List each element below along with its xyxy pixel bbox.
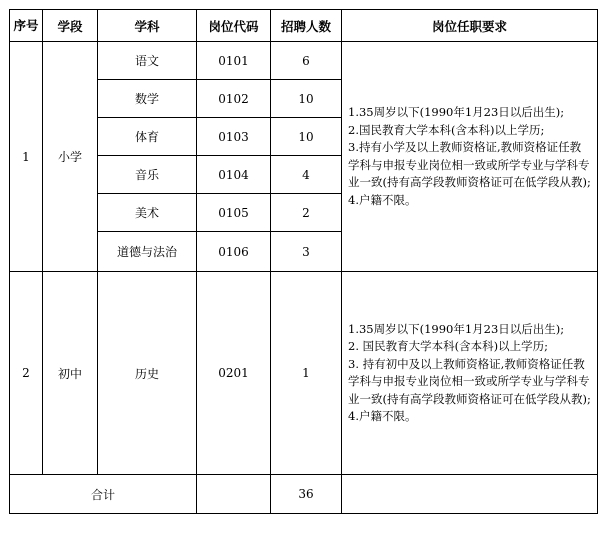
count-cell: 1 <box>271 272 342 475</box>
group-level: 小学 <box>43 42 98 272</box>
header-level: 学段 <box>43 10 98 42</box>
total-row <box>10 475 598 514</box>
count-cell: 2 <box>271 194 342 232</box>
subject-cell: 体育 <box>98 118 197 156</box>
requirements-cell: 1.35周岁以下(1990年1月23日以后出生); 2.国民教育大学本科(含本科)以上学历; 3.持有小学及以上教师资格证,教师资格证任教学科与申报专业岗位相一致或所学专业与学科专业一致(持有高学段教师资格证可在低学段从教); 4.户籍不限。 <box>342 42 598 272</box>
subject-cell: 道德与法治 <box>98 232 197 272</box>
code-cell: 0101 <box>197 42 271 80</box>
header-subject: 学科 <box>98 10 197 42</box>
total-requirements-empty <box>342 475 598 514</box>
code-cell: 0103 <box>197 118 271 156</box>
header-requirements: 岗位任职要求 <box>342 10 598 42</box>
header-count: 招聘人数 <box>271 10 342 42</box>
group-seq: 2 <box>10 272 43 475</box>
group-seq: 1 <box>10 42 43 272</box>
code-cell: 0102 <box>197 80 271 118</box>
code-cell: 0201 <box>197 272 271 475</box>
code-cell: 0104 <box>197 156 271 194</box>
count-cell: 3 <box>271 232 342 272</box>
header-seq: 序号 <box>10 10 43 42</box>
subject-cell: 音乐 <box>98 156 197 194</box>
count-cell: 6 <box>271 42 342 80</box>
table-row <box>10 42 598 80</box>
total-label: 合计 <box>10 475 197 514</box>
header-row <box>10 10 598 42</box>
header-code: 岗位代码 <box>197 10 271 42</box>
recruitment-table <box>9 9 598 514</box>
requirements-cell: 1.35周岁以下(1990年1月23日以后出生); 2. 国民教育大学本科(含本科)以上学历; 3. 持有初中及以上教师资格证,教师资格证任教学科与申报专业岗位相一致或所学专业与学科专业一致(持有高学段教师资格证可在低学段从教); 4.户籍不限。 <box>342 272 598 475</box>
count-cell: 10 <box>271 80 342 118</box>
count-cell: 10 <box>271 118 342 156</box>
subject-cell: 语文 <box>98 42 197 80</box>
total-code-empty <box>197 475 271 514</box>
subject-cell: 数学 <box>98 80 197 118</box>
count-cell: 4 <box>271 156 342 194</box>
subject-cell: 历史 <box>98 272 197 475</box>
table-row <box>10 272 598 475</box>
total-count: 36 <box>271 475 342 514</box>
subject-cell: 美术 <box>98 194 197 232</box>
code-cell: 0106 <box>197 232 271 272</box>
code-cell: 0105 <box>197 194 271 232</box>
group-level: 初中 <box>43 272 98 475</box>
